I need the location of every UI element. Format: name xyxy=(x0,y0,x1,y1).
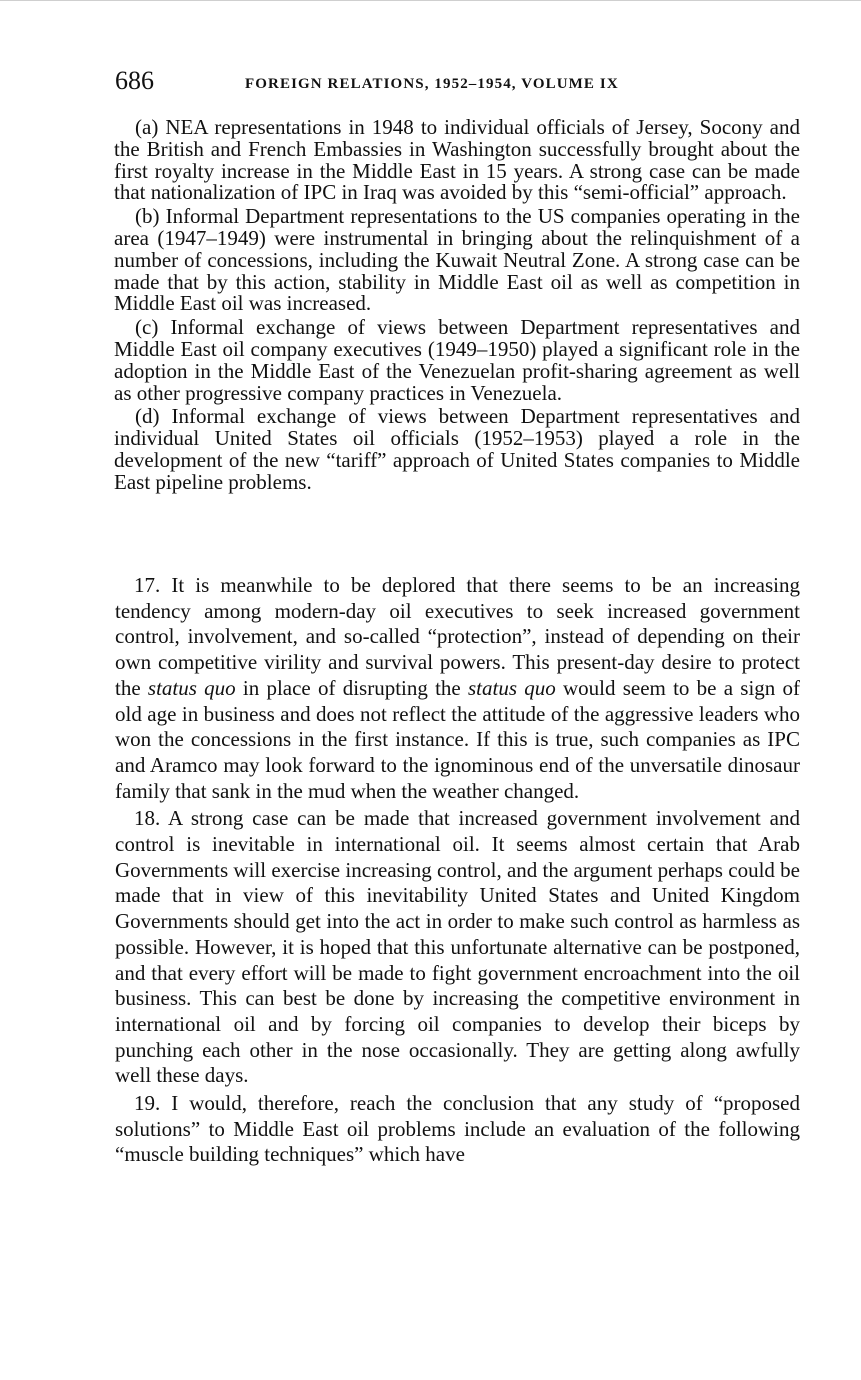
subparagraph-c: (c) Informal exchange of views between Department representatives and Middle East oil company executives (1949–1950) played a significant role in the adoption in the Middle East of the Venezuelan profit-sharing agreement as well as other progressive company practices in Venezuela. xyxy=(114,315,800,405)
subparagraph-d: (d) Informal exchange of views between Department representatives and individual United States oil officials (1952–1953) played a role in the development of the new “tariff” approach of United States companies to Middle East pipeline problems. xyxy=(114,404,800,494)
paragraph-17-text-1: 17. It is meanwhile to be deplored that there seems to be an increasing tendency among modern-day oil executives to seek increased government control, involvement, and so-called “protection”, instead of depending on their own competitive virility and survival powers. This present-day desire to protect the xyxy=(115,573,800,700)
paragraph-17-italic-2: status quo xyxy=(468,675,556,700)
paragraph-17 xyxy=(115,573,800,804)
subparagraph-list xyxy=(114,117,800,496)
paragraph-18: 18. A strong case can be made that increased government involvement and control is inevitable in international oil. It seems almost certain that Arab Governments will exercise increasing control, and the argument perhaps could be made that in view of this inevitability United States and United Kingdom Governments should get into the act in order to make such control as harmless as possible. However, it is hoped that this unfortunate alternative can be postponed, and that every effort will be made to fight government encroachment into the oil business. This can best be done by increasing the competitive environment in international oil and by forcing oil companies to develop their biceps by punching each other in the nose occasionally. They are getting along awfully well these days. xyxy=(115,806,800,1088)
paragraph-17-text-2: in place of disrupting the xyxy=(235,675,468,700)
page-number: 686 xyxy=(115,66,154,95)
paragraph-19: 19. I would, therefore, reach the conclusion that any study of “proposed solutions” to Middle East oil problems include an evaluation of the following “muscle building techniques” which have xyxy=(115,1091,800,1167)
main-body xyxy=(115,573,800,1170)
running-head: FOREIGN RELATIONS, 1952–1954, VOLUME IX xyxy=(245,76,619,92)
subparagraph-b: (b) Informal Department representations to the US companies operating in the area (1947–1949) were instrumental in bringing about the relinquishment of a number of concessions, including the Kuwait Neutral Zone. A strong case can be made that by this action, stability in Middle East oil as well as competition in Middle East oil was increased. xyxy=(114,204,800,316)
paragraph-17-italic-1: status quo xyxy=(147,675,236,700)
subparagraph-a: (a) NEA representations in 1948 to individual officials of Jersey, Socony and the British and French Embassies in Washington successfully brought about the first royalty increase in the Middle East in 15 years. A strong case can be made that nationalization of IPC in Iraq was avoided by this “semi-official” approach. xyxy=(114,115,800,205)
paragraph-17-text-3: would seem to be a sign of old age in business and does not reflect the attitude of the aggressive leaders who won the concessions in the first instance. If this is true, such companies as IPC and Aramco may look forward to the ignominous end of the unversatile dinosaur family that sank in the mud when the weather changed. xyxy=(115,675,801,803)
page-header xyxy=(115,66,800,100)
top-rule xyxy=(0,0,861,1)
